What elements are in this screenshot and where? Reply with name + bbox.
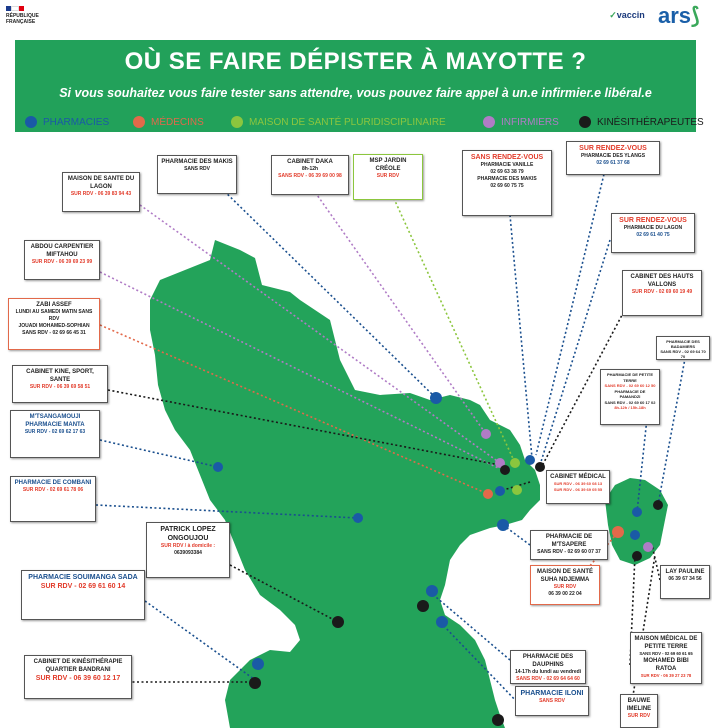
- box-cabinet-hauts-vallons: CABINET DES HAUTS VALLONS SUR RDV - 02 69 60 19 49: [622, 270, 702, 316]
- grande-terre-island: [150, 240, 540, 728]
- ars-logo: ars⟆: [658, 3, 700, 28]
- box-patrick-lopez: PATRICK LOPEZ ONGOUJOU SUR RDV / à domicile : 0639093384: [146, 522, 230, 578]
- box-kinesitherapie-bandrani: CABINET DE KINÉSITHÉRAPIE QUARTIER BANDRANI SUR RDV - 06 39 60 12 17: [24, 655, 132, 699]
- legend-item-kine: KINÉSITHÉRAPEUTES: [579, 116, 704, 128]
- page-subtitle: Si vous souhaitez vous faire tester sans attendre, vous pouvez faire appel à un.e infirmier.e libéral.e: [59, 86, 652, 100]
- box-bauwe-imeline: BAUWE IMELINE SUR RDV: [620, 694, 658, 728]
- box-pharmacie-ylangs: SUR RENDEZ-VOUS PHARMACIE DES YLANGS 02 69 61 37 68: [566, 141, 660, 175]
- box-pharmacie-makis: PHARMACIE DES MAKIS SANS RDV: [157, 155, 237, 194]
- box-maison-medical-petite-terre: MAISON MÉDICAL DE PETITE TERRE SANS RDV - 02 69 60 61 65 MOHAMED BIBI RATOA SUR RDV - 06 39 27 23 78: [630, 632, 702, 684]
- box-pharmacie-dauphins: PHARMACIE DES DAUPHINS 14-17h du lundi au vendredi SANS RDV - 02 69 64 64 60: [510, 650, 586, 684]
- box-maison-sante-suha: MAISON DE SANTÉ SUHA NDJEMMA SUR RDV 06 39 00 22 04: [530, 565, 600, 605]
- box-pharmacie-lagon: SUR RENDEZ-VOUS PHARMACIE DU LAGON 02 69 61 40 75: [611, 213, 695, 253]
- legend-item-pharmacies: PHARMACIES: [25, 116, 109, 128]
- box-abdou-carpentier: ABDOU CARPENTIER MIFTAHOU SUR RDV - 06 39 69 23 99: [24, 240, 100, 280]
- box-lay-pauline: LAY PAULINE 06 39 67 34 56: [660, 565, 710, 599]
- legend-item-medecins: MÉDECINS: [133, 116, 204, 128]
- box-pharmacie-manta: M'TSANGAMOUJI PHARMACIE MANTA SUR RDV - 02 69 62 17 63: [10, 410, 100, 458]
- box-cabinet-kine-sport: CABINET KINE, SPORT, SANTE SUR RDV - 06 39 69 58 51: [12, 365, 108, 403]
- legend-item-infirmiers: INFIRMIERS: [483, 116, 559, 128]
- box-zabi-assef: ZABI ASSEF LUNDI AU SAMEDI MATIN SANS RDV JOUADI MOHAMED-SOPHIAN SANS RDV - 02 69 66 45 31: [8, 298, 100, 350]
- box-pharmacies-pamandzi: PHARMACIE DE PETITE TERRE SANS RDV - 02 69 60 12 50 PHARMACIE DE PAMANDZI SANS RDV - 02 69 60 17 02 8h-12h / 15h-18h: [600, 369, 660, 425]
- box-pharmacie-combani: PHARMACIE DE COMBANI SUR RDV - 02 69 61 78 06: [10, 476, 96, 522]
- box-pharmacie-souimanga: PHARMACIE SOUIMANGA SADA SUR RDV - 02 69 61 60 14: [21, 570, 145, 620]
- box-maison-sante-lagon: MAISON DE SANTE DU LAGON SUR RDV - 06 39 83 94 43: [62, 172, 140, 212]
- box-pharmacie-iloni: PHARMACIE ILONI SANS RDV: [515, 686, 589, 716]
- box-cabinet-daka: CABINET DAKA 8h-12h SANS RDV - 06 39 69 00 98: [271, 155, 349, 195]
- box-sans-rdv-pharmacies: SANS RENDEZ-VOUS PHARMACIE VANILLE 02 69 63 38 79 PHARMACIE DES MAKIS 02 69 60 75 75: [462, 150, 552, 216]
- legend-item-maison-sante: MAISON DE SANTÉ PLURIDISCIPLINAIRE: [231, 116, 446, 128]
- box-cabinet-medical: CABINET MÉDICAL SUR RDV - 06 39 60 08 13 SUR RDV - 06 39 69 05 55: [546, 470, 610, 504]
- page-title: OÙ SE FAIRE DÉPISTER À MAYOTTE ?: [124, 48, 587, 75]
- box-msp-jardin-creole: MSP JARDIN CRÉOLE SUR RDV: [353, 154, 423, 200]
- box-pharmacie-badamiers: PHARMACIE DES BADAMIERS SANS RDV - 02 69 64 70 70: [656, 336, 710, 360]
- republique-text: RÉPUBLIQUE FRANÇAISE: [6, 13, 39, 25]
- box-pharmacie-mtsapere: PHARMACIE DE M'TSAPERE SANS RDV - 02 69 60 07 37: [530, 530, 608, 560]
- vaccin-logo: ✓vaccin: [609, 10, 645, 20]
